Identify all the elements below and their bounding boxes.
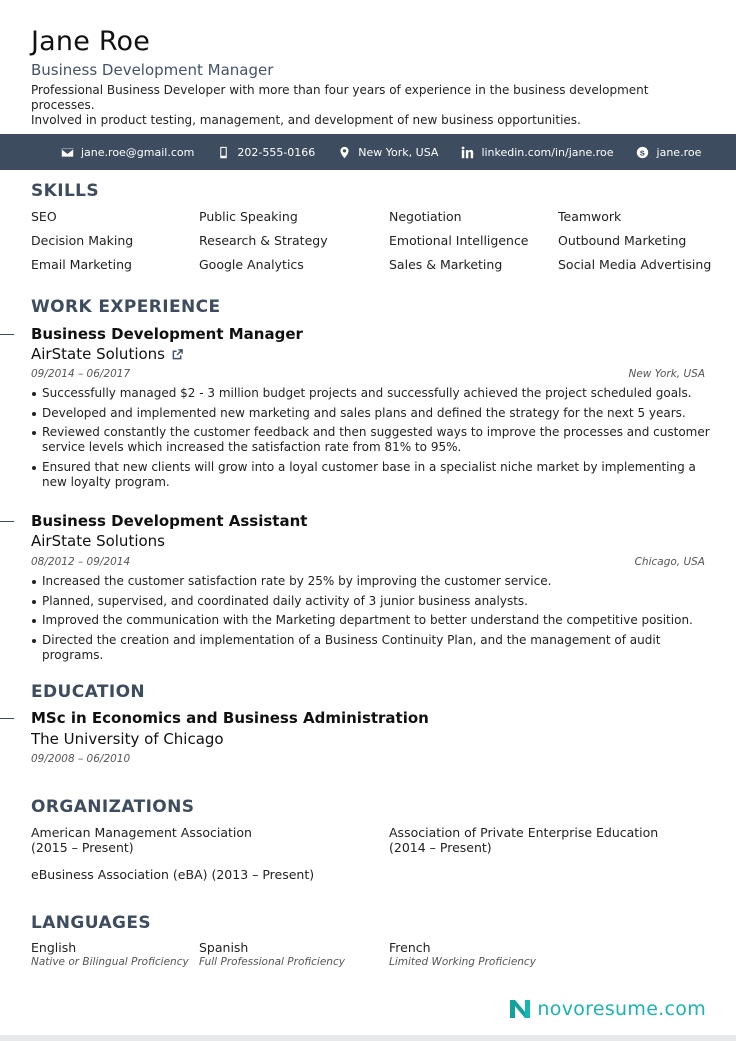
- contact-linkedin[interactable]: [460, 145, 613, 159]
- language-name: English: [31, 940, 77, 955]
- job-company-name: AirState Solutions: [31, 532, 165, 550]
- resume-header: [31, 26, 711, 128]
- job-company[interactable]: [31, 345, 183, 363]
- skill-item: SEO: [31, 209, 57, 224]
- candidate-name: Jane Roe: [31, 26, 151, 57]
- summary-line: Professional Business Developer with more than four years of experience in the business development processes.: [31, 83, 649, 112]
- language-level: Limited Working Proficiency: [389, 956, 536, 968]
- job-company-name: AirState Solutions: [31, 345, 165, 363]
- summary: [31, 83, 711, 128]
- bullet-item: Ensured that new clients will grow into a loyal customer base in a specialist niche market by implementing a new loyalty program.: [31, 460, 711, 490]
- candidate-title: Business Development Manager: [31, 61, 274, 79]
- organization-name: American Management Association: [31, 825, 252, 840]
- job-bullets: [31, 386, 711, 494]
- page-bottom-edge: [0, 1035, 736, 1041]
- skill-item: Teamwork: [558, 209, 622, 224]
- education-school: [31, 730, 224, 748]
- language-level: Native or Bilingual Proficiency: [31, 956, 189, 968]
- education-school-name: The University of Chicago: [31, 730, 224, 748]
- contact-phone-text: 202-555-0166: [237, 145, 316, 159]
- skill-item: Decision Making: [31, 233, 134, 248]
- external-link-icon[interactable]: [172, 349, 183, 360]
- education-dates: 09/2008 – 06/2010: [31, 753, 131, 765]
- bullet-item: Directed the creation and implementation of a Business Continuity Plan, and the management of audit programs.: [31, 633, 711, 663]
- education-section-title: EDUCATION: [31, 682, 146, 702]
- novoresume-logo-icon: [507, 996, 533, 1022]
- organization-item: [31, 825, 252, 855]
- skill-item: Outbound Marketing: [558, 233, 687, 248]
- job-location: Chicago, USA: [634, 556, 705, 568]
- skill-item: Google Analytics: [199, 257, 304, 272]
- skill-item: Negotiation: [389, 209, 462, 224]
- job-company: [31, 532, 165, 550]
- bullet-item: Developed and implemented new marketing and sales plans and defined the strategy for the next 5 years.: [31, 406, 711, 421]
- organization-item: [389, 825, 658, 855]
- contact-location: [337, 145, 438, 159]
- linkedin-icon: [460, 145, 474, 159]
- languages-section-title: LANGUAGES: [31, 913, 152, 933]
- organization-item: [31, 867, 314, 882]
- skill-item: Social Media Advertising: [558, 257, 712, 272]
- contact-linkedin-text: linkedin.com/in/jane.roe: [481, 145, 614, 159]
- entry-marker: [0, 718, 14, 719]
- skill-item: Public Speaking: [199, 209, 298, 224]
- job-bullets: [31, 574, 711, 667]
- job-dates: 08/2012 – 09/2014: [31, 556, 131, 568]
- skill-item: Sales & Marketing: [389, 257, 503, 272]
- skill-item: Emotional Intelligence: [389, 233, 529, 248]
- brand-text: novoresume.com: [537, 998, 706, 1020]
- job-role: Business Development Assistant: [31, 512, 308, 530]
- education-degree: MSc in Economics and Business Administration: [31, 709, 429, 727]
- skill-item: Research & Strategy: [199, 233, 328, 248]
- entry-marker: [0, 521, 14, 522]
- bullet-item: Increased the customer satisfaction rate by 25% by improving the customer service.: [31, 574, 711, 589]
- entry-marker: [0, 334, 14, 335]
- bullet-item: Reviewed constantly the customer feedback and then suggested ways to improve the processes and customer service levels which increased the satisfaction rate from 81% to 95%.: [31, 425, 711, 455]
- job-role: Business Development Manager: [31, 325, 303, 343]
- language-level: Full Professional Proficiency: [199, 956, 345, 968]
- bullet-item: Improved the communication with the Marketing department to better understand the competitive position.: [31, 613, 711, 628]
- novoresume-brand[interactable]: [507, 996, 706, 1022]
- summary-line: Involved in product testing, management, and development of new business opportunities.: [31, 113, 581, 127]
- phone-icon: [216, 145, 230, 159]
- contact-email-text: jane.roe@gmail.com: [81, 145, 195, 159]
- bullet-item: Successfully managed $2 - 3 million budget projects and successfully achieved the project scheduled goals.: [31, 386, 711, 401]
- contact-bar: [0, 134, 736, 170]
- organizations-section-title: ORGANIZATIONS: [31, 797, 195, 817]
- organization-name: eBusiness Association (eBA) (2013 – Present): [31, 867, 315, 882]
- work-section-title: WORK EXPERIENCE: [31, 297, 221, 317]
- job-dates: 09/2014 – 06/2017: [31, 368, 131, 380]
- bullet-item: Planned, supervised, and coordinated daily activity of 3 junior business analysts.: [31, 594, 711, 609]
- contact-location-text: New York, USA: [358, 145, 439, 159]
- skills-section-title: SKILLS: [31, 181, 100, 201]
- contact-phone[interactable]: [216, 145, 315, 159]
- organization-period: (2014 – Present): [389, 840, 492, 855]
- skill-item: Email Marketing: [31, 257, 132, 272]
- language-name: French: [389, 940, 431, 955]
- location-pin-icon: [337, 145, 351, 159]
- job-location: New York, USA: [628, 368, 705, 380]
- contact-skype-text: jane.roe: [656, 145, 702, 159]
- organization-name: Association of Private Enterprise Education: [389, 825, 659, 840]
- skype-icon: [636, 145, 650, 159]
- language-name: Spanish: [199, 940, 249, 955]
- contact-email[interactable]: [60, 145, 194, 159]
- contact-skype[interactable]: [636, 145, 702, 159]
- envelope-icon: [60, 145, 74, 159]
- organization-period: (2015 – Present): [31, 840, 134, 855]
